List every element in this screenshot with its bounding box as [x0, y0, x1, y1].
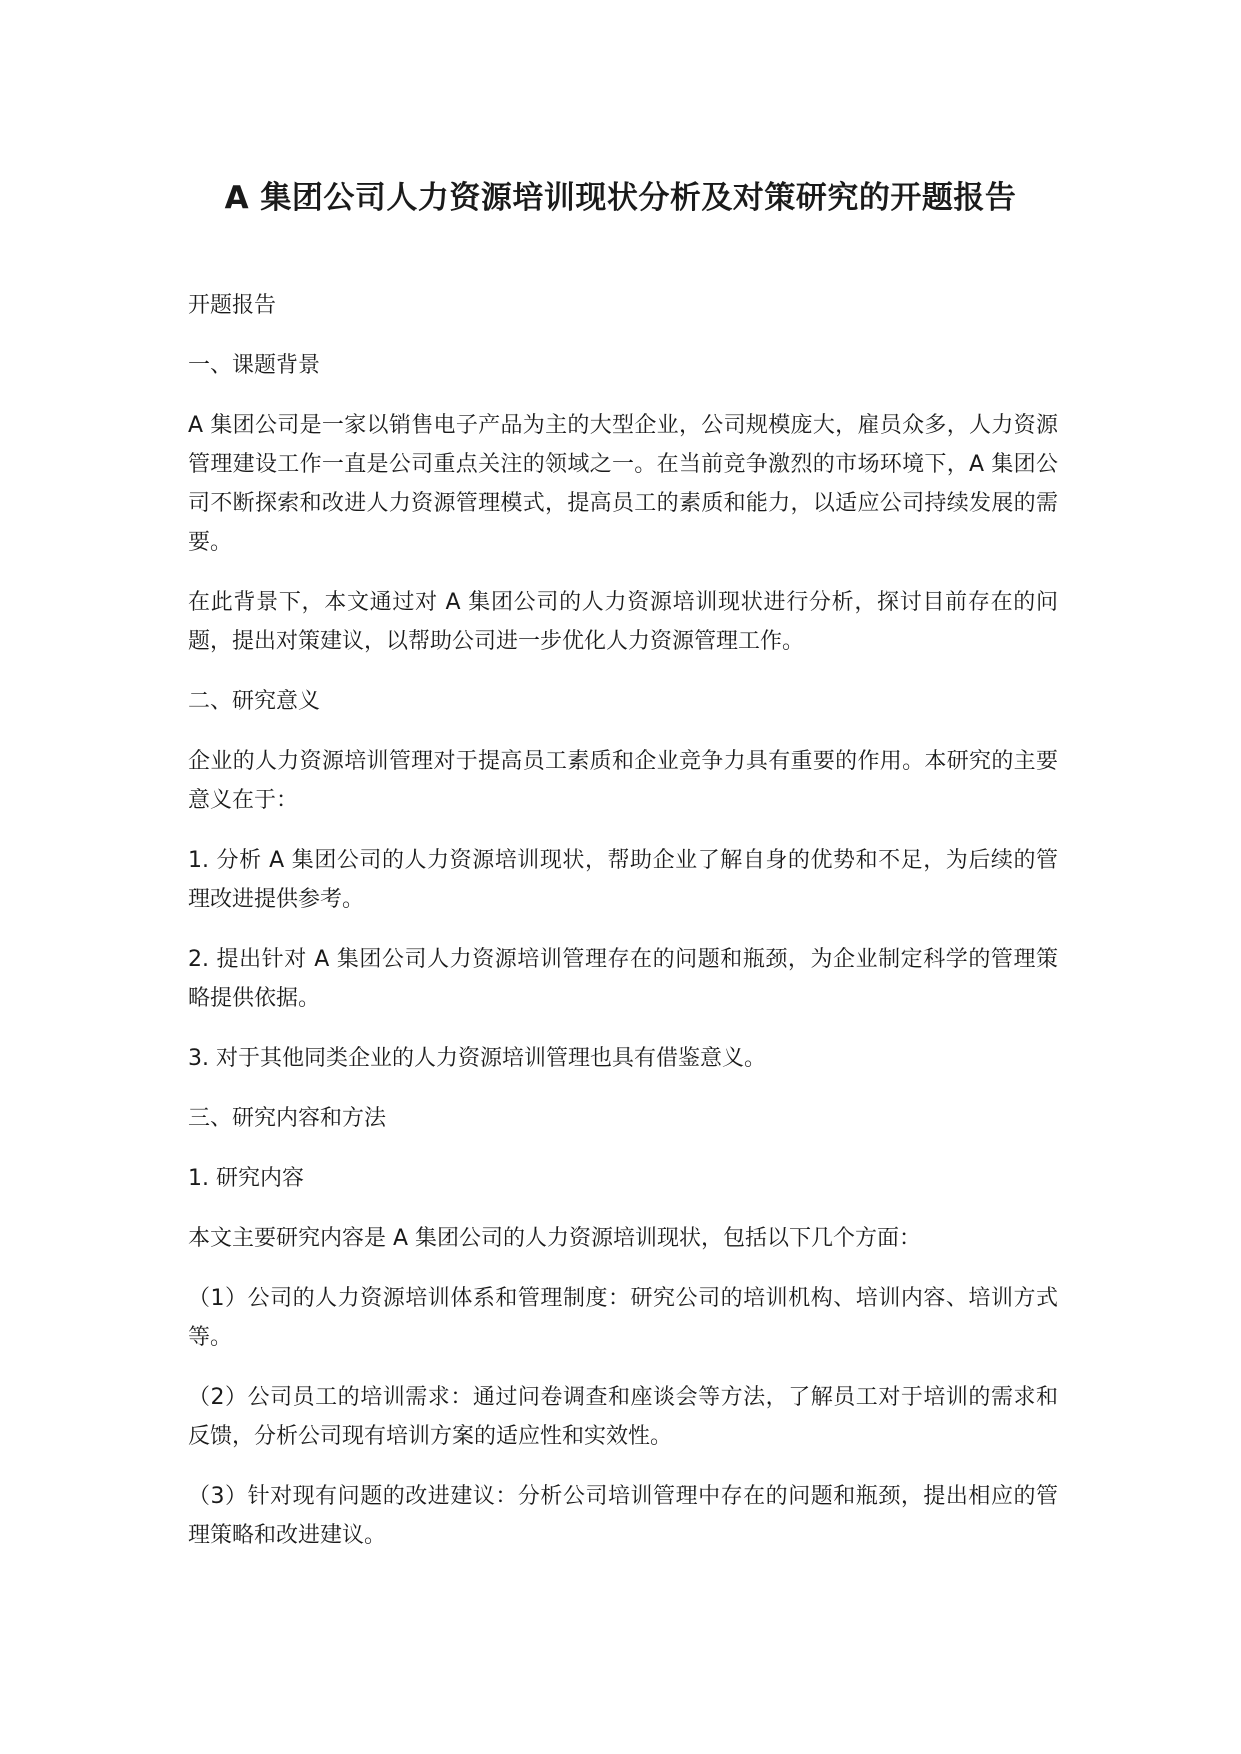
list-item-significance-2: 2. 提出针对 A 集团公司人力资源培训管理存在的问题和瓶颈，为企业制定科学的管理策略提供依据。 [188, 947, 1058, 1011]
list-item-content-2: （2）公司员工的培训需求：通过问卷调查和座谈会等方法，了解员工对于培训的需求和反馈，分析公司现有培训方案的适应性和实效性。 [188, 1385, 1058, 1449]
list-item-significance-3: 3. 对于其他同类企业的人力资源培训管理也具有借鉴意义。 [188, 1046, 766, 1071]
section-heading-content-methods: 三、研究内容和方法 [188, 1106, 387, 1131]
paragraph-report-label: 开题报告 [188, 293, 277, 318]
section-heading-background: 一、课题背景 [188, 353, 321, 378]
document-body [188, 286, 1058, 1576]
paragraph-background-1: A 集团公司是一家以销售电子产品为主的大型企业，公司规模庞大，雇员众多，人力资源管理建设工作一直是公司重点关注的领域之一。在当前竞争激烈的市场环境下，A 集团公司不断探索和改进人力资源管理模式，提高员工的素质和能力，以适应公司持续发展的需要。 [188, 413, 1058, 555]
list-item-content-1: （1）公司的人力资源培训体系和管理制度：研究公司的培训机构、培训内容、培训方式等。 [188, 1286, 1058, 1350]
paragraph-background-2: 在此背景下，本文通过对 A 集团公司的人力资源培训现状进行分析，探讨目前存在的问题，提出对策建议，以帮助公司进一步优化人力资源管理工作。 [188, 590, 1058, 654]
paragraph-significance-intro: 企业的人力资源培训管理对于提高员工素质和企业竞争力具有重要的作用。本研究的主要意义在于： [188, 749, 1058, 813]
subsection-heading-content: 1. 研究内容 [188, 1166, 304, 1191]
list-item-content-3: （3）针对现有问题的改进建议：分析公司培训管理中存在的问题和瓶颈，提出相应的管理策略和改进建议。 [188, 1484, 1058, 1548]
document-title: A 集团公司人力资源培训现状分析及对策研究的开题报告 [224, 180, 1017, 216]
section-heading-significance: 二、研究意义 [188, 689, 321, 714]
paragraph-content-intro: 本文主要研究内容是 A 集团公司的人力资源培训现状，包括以下几个方面： [188, 1226, 922, 1251]
list-item-significance-1: 1. 分析 A 集团公司的人力资源培训现状，帮助企业了解自身的优势和不足，为后续的管理改进提供参考。 [188, 848, 1058, 912]
